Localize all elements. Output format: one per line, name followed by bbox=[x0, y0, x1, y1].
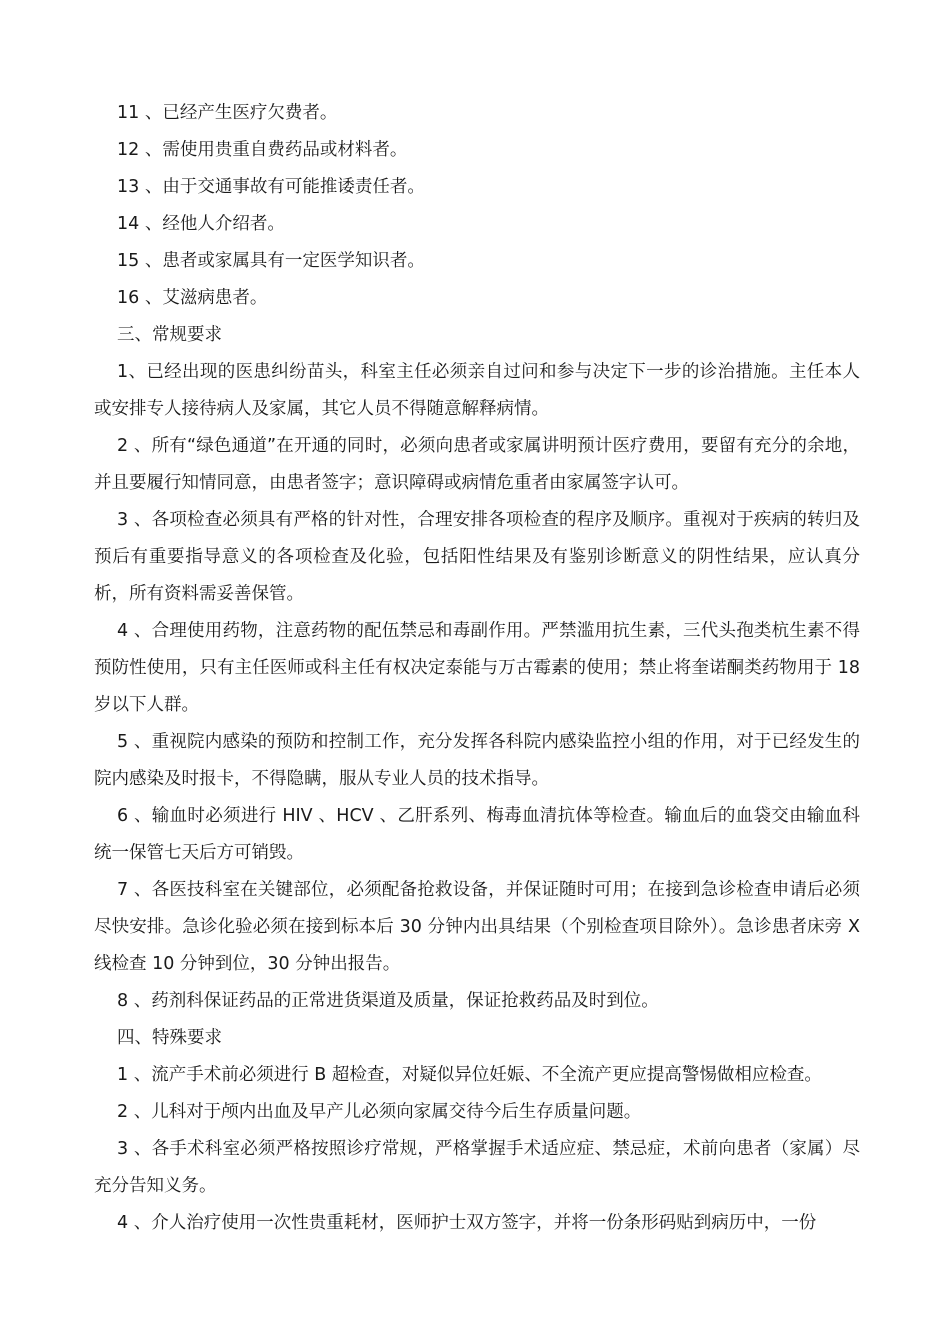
section-heading-special-requirements: 四、特殊要求 bbox=[117, 1028, 222, 1048]
list-item-14: 14 、经他人介绍者。 bbox=[117, 214, 285, 234]
list-item-11: 11 、已经产生医疗欠费者。 bbox=[117, 103, 338, 123]
document-body bbox=[94, 95, 860, 1242]
special-item-1: 1 、流产手术前必须进行 B 超检查，对疑似异位妊娠、不全流产更应提高警惕做相应检查。 bbox=[117, 1065, 822, 1085]
special-item-4: 4 、介人治疗使用一次性贵重耗材，医师护士双方签字，并将一份条形码贴到病历中，一份 bbox=[117, 1213, 817, 1233]
list-item-12: 12 、需使用贵重自费药品或材料者。 bbox=[117, 140, 408, 160]
routine-item-1: 1、已经出现的医患纠纷苗头，科室主任必须亲自过问和参与决定下一步的诊治措施。主任本人或安排专人接待病人及家属，其它人员不得随意解释病情。 bbox=[94, 362, 860, 419]
list-item-15: 15 、患者或家属具有一定医学知识者。 bbox=[117, 251, 425, 271]
routine-item-8: 8 、药剂科保证药品的正常进货渠道及质量，保证抢救药品及时到位。 bbox=[117, 991, 659, 1011]
routine-item-2: 2 、所有“绿色通道”在开通的同时，必须向患者或家属讲明预计医疗费用，要留有充分的余地，并且要履行知情同意，由患者签字；意识障碍或病情危重者由家属签字认可。 bbox=[94, 436, 860, 493]
special-item-2: 2 、儿科对于颅内出血及早产儿必须向家属交待今后生存质量问题。 bbox=[117, 1102, 642, 1122]
list-item-13: 13 、由于交通事故有可能推诿责任者。 bbox=[117, 177, 425, 197]
routine-item-5: 5 、重视院内感染的预防和控制工作，充分发挥各科院内感染监控小组的作用，对于已经发生的院内感染及时报卡，不得隐瞒，服从专业人员的技术指导。 bbox=[94, 732, 860, 789]
routine-item-7: 7 、各医技科室在关键部位，必须配备抢救设备，并保证随时可用；在接到急诊检查申请后必须尽快安排。急诊化验必须在接到标本后 30 分钟内出具结果（个别检查项目除外）。急诊患者床旁 X 线检查 10 分钟到位，30 分钟出报告。 bbox=[94, 880, 860, 974]
routine-item-3: 3 、各项检查必须具有严格的针对性，合理安排各项检查的程序及顺序。重视对于疾病的转归及预后有重要指导意义的各项检查及化验，包括阳性结果及有鉴别诊断意义的阴性结果，应认真分析，所有资料需妥善保管。 bbox=[94, 510, 860, 604]
list-item-16: 16 、艾滋病患者。 bbox=[117, 288, 268, 308]
section-heading-routine-requirements: 三、常规要求 bbox=[117, 325, 222, 345]
special-item-3: 3 、各手术科室必须严格按照诊疗常规，严格掌握手术适应症、禁忌症，术前向患者（家属）尽充分告知义务。 bbox=[94, 1139, 860, 1196]
routine-item-4: 4 、合理使用药物，注意药物的配伍禁忌和毒副作用。严禁滥用抗生素，三代头孢类杭生素不得预防性使用，只有主任医师或科主任有权决定泰能与万古霉素的使用；禁止将奎诺酮类药物用于 18 岁以下人群。 bbox=[94, 621, 860, 715]
routine-item-6: 6 、输血时必须进行 HIV 、HCV 、乙肝系列、梅毒血清抗体等检查。输血后的血袋交由输血科统一保管七天后方可销毁。 bbox=[94, 806, 860, 863]
